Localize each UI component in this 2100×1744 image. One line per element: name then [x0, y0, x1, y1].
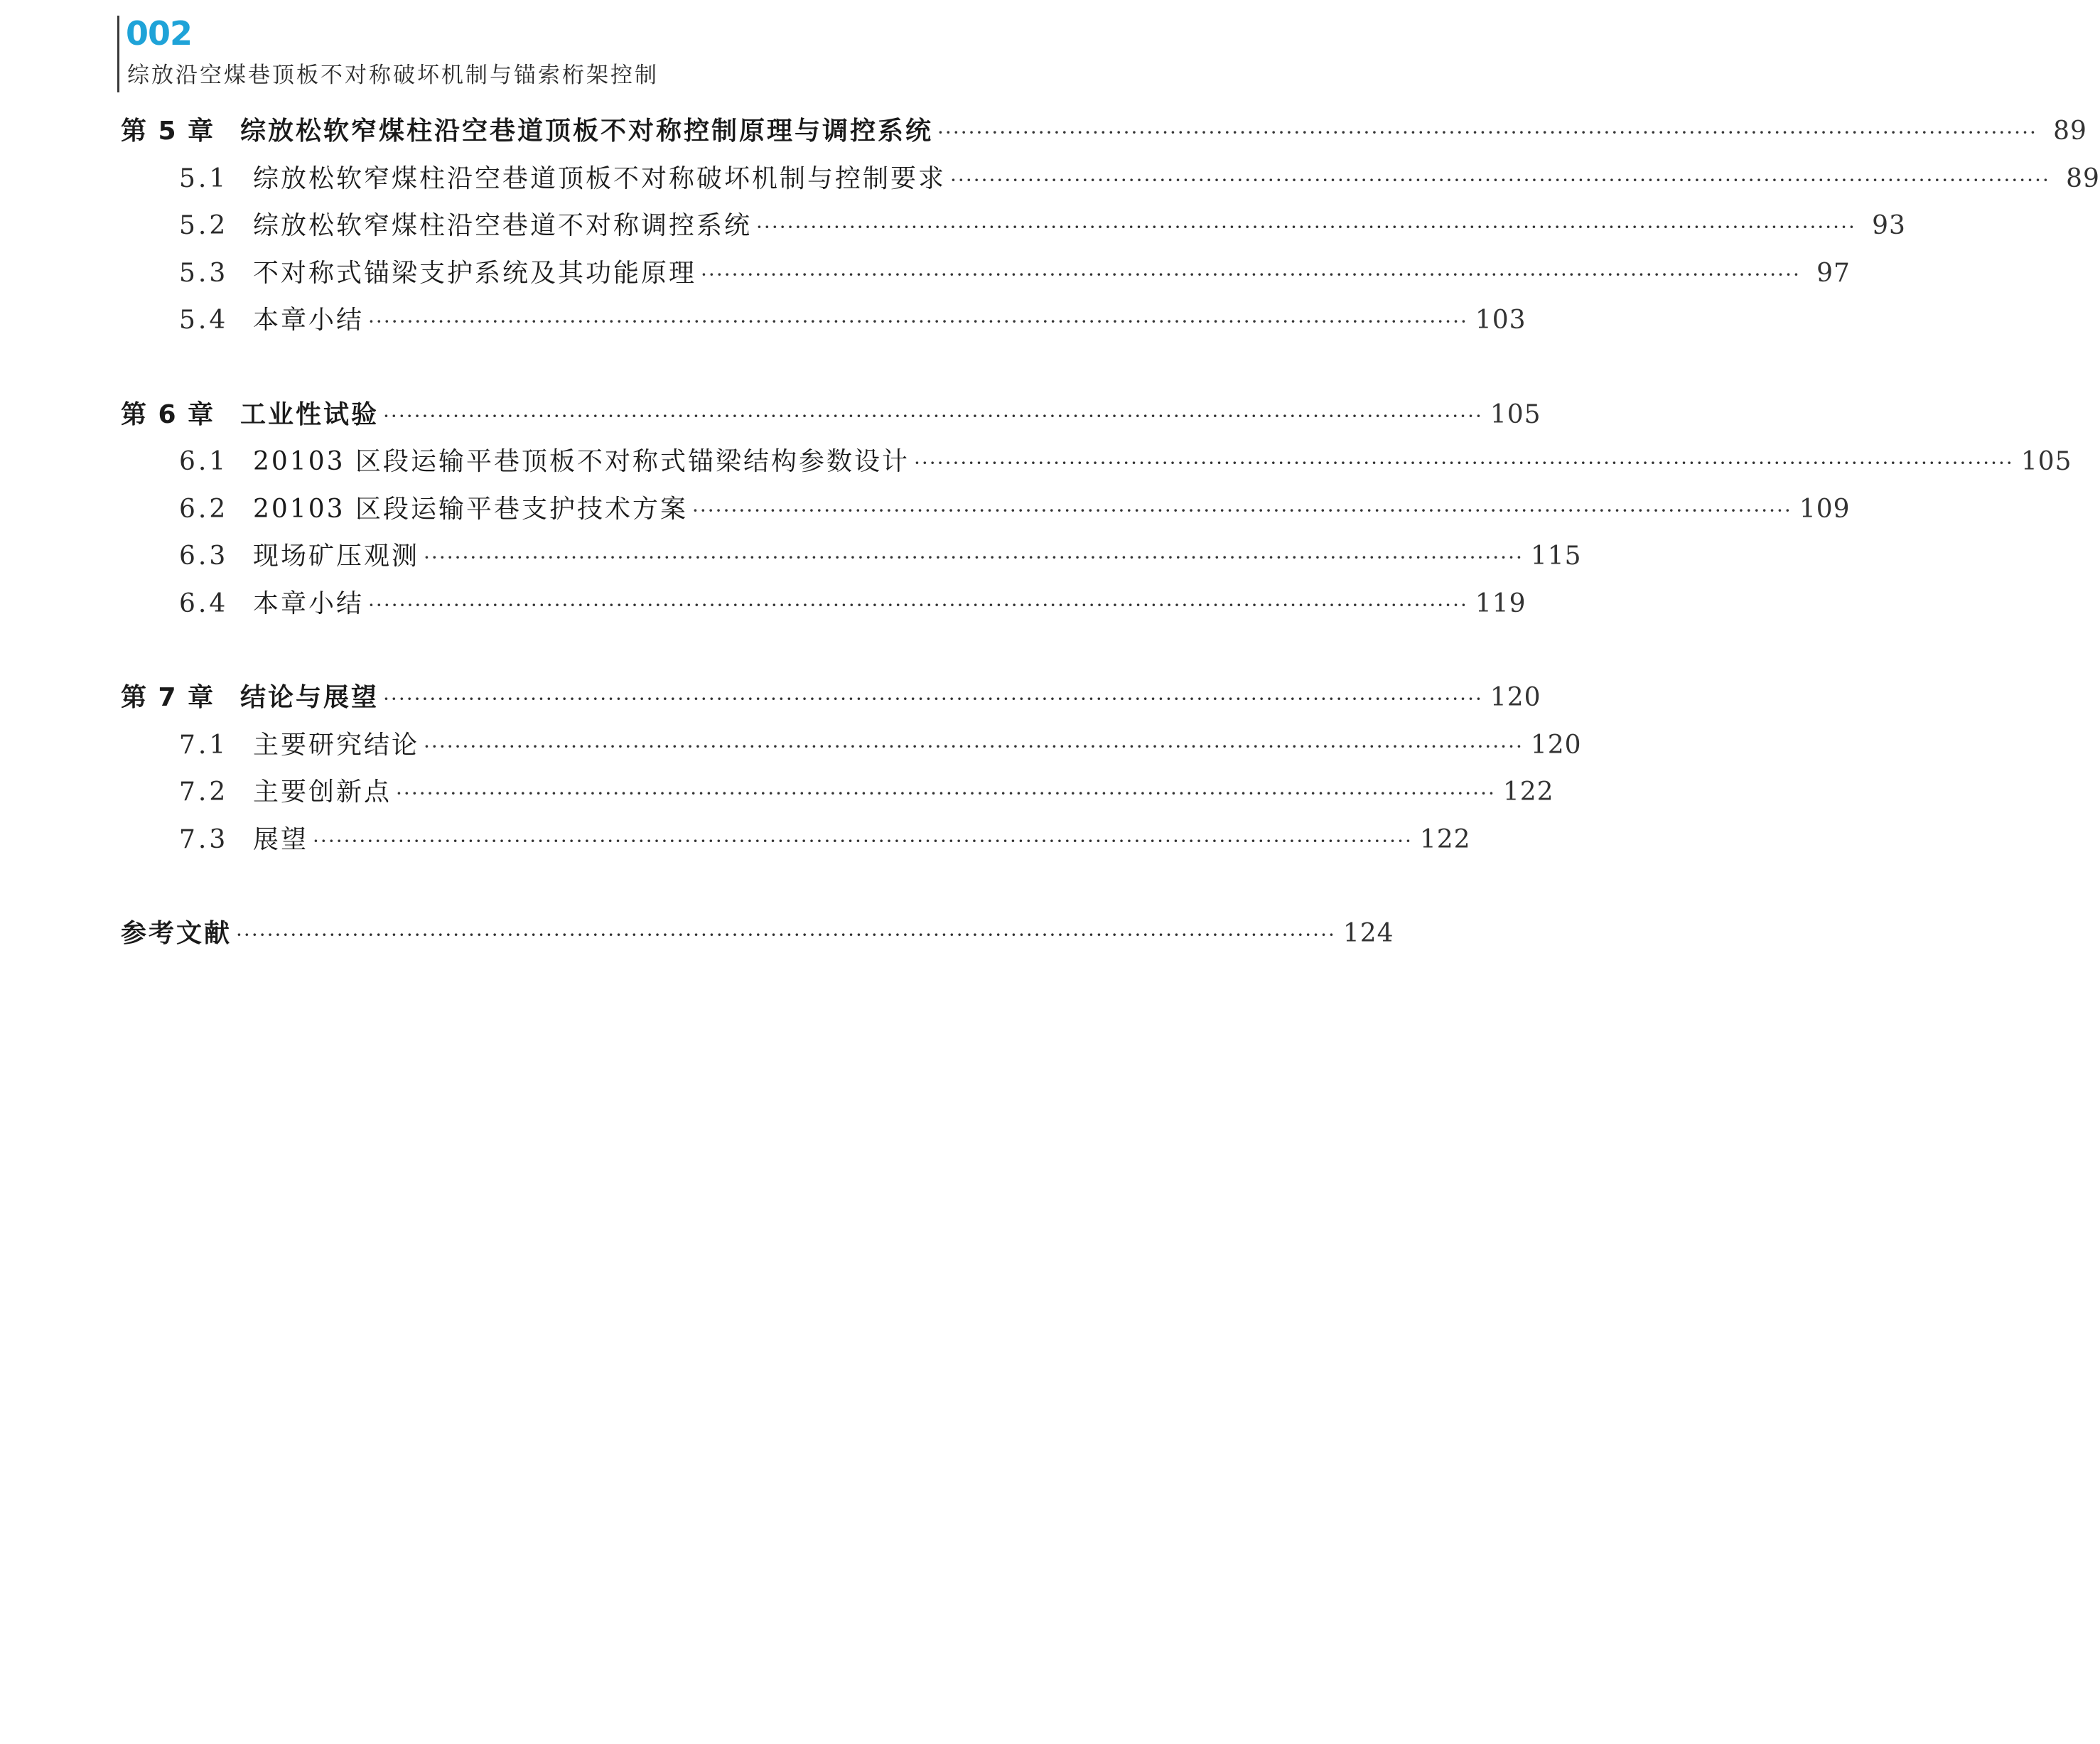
section-number: 5.1 [179, 163, 229, 193]
page-ref: 120 [1530, 730, 1582, 760]
section-title: 20103 区段运输平巷支护技术方案 [253, 494, 688, 524]
toc-section-entry[interactable] [121, 158, 2100, 206]
toc-group-references [121, 913, 1394, 961]
section-number: 6.4 [179, 588, 229, 618]
toc-section-entry[interactable] [121, 441, 2072, 489]
dot-leader [914, 451, 2014, 475]
section-number: 6.2 [179, 494, 229, 524]
section-title: 不对称式锚梁支护系统及其功能原理 [253, 258, 697, 288]
page-ref: 119 [1475, 588, 1526, 618]
dot-leader [368, 593, 1468, 617]
section-number: 7.1 [179, 730, 229, 760]
section-number: 7.2 [179, 777, 229, 807]
chapter-number: 第 6 章 [121, 399, 215, 429]
section-title: 本章小结 [253, 306, 365, 335]
page-ref: 103 [1475, 306, 1526, 335]
toc-chapter-entry[interactable] [121, 677, 1541, 725]
section-title: 主要研究结论 [253, 730, 420, 760]
section-number: 6.3 [179, 542, 229, 571]
page-ref: 97 [1816, 258, 1851, 288]
page-number: 002 [126, 14, 193, 53]
toc-references-entry[interactable] [121, 913, 1394, 961]
page-ref: 124 [1342, 919, 1394, 948]
section-title: 现场矿压观测 [253, 542, 420, 571]
header-rule [117, 16, 119, 92]
section-title: 20103 区段运输平巷顶板不对称式锚梁结构参数设计 [253, 447, 910, 476]
chapter-title: 结论与展望 [240, 683, 379, 712]
toc-group-chapter-6 [121, 394, 2072, 631]
section-title: 本章小结 [253, 588, 365, 618]
section-number: 5.2 [179, 211, 229, 240]
toc-section-entry[interactable] [121, 300, 1526, 348]
dot-leader [950, 168, 2050, 192]
page-ref: 120 [1490, 683, 1541, 712]
chapter-title: 工业性试验 [240, 399, 379, 429]
page-ref: 89 [2066, 163, 2100, 193]
dot-leader [368, 310, 1468, 333]
page-ref: 122 [1502, 777, 1554, 807]
running-header [117, 16, 1155, 94]
dot-leader [383, 687, 1483, 711]
toc-group-chapter-7 [121, 677, 1582, 866]
section-title: 展望 [253, 824, 309, 854]
chapter-number: 第 7 章 [121, 683, 215, 712]
page-ref: 122 [1419, 824, 1471, 854]
dot-leader [701, 263, 1801, 286]
toc-section-entry[interactable] [121, 725, 1582, 773]
toc-section-entry[interactable] [121, 205, 1906, 253]
section-title: 综放松软窄煤柱沿空巷道顶板不对称破坏机制与控制要求 [253, 163, 947, 193]
dot-leader [383, 404, 1483, 428]
dot-leader [756, 215, 1856, 239]
toc-section-entry[interactable] [121, 536, 1582, 583]
book-title: 综放沿空煤巷顶板不对称破坏机制与锚索桁架控制 [127, 63, 659, 88]
chapter-number: 第 5 章 [121, 117, 215, 146]
page-ref: 89 [2053, 117, 2087, 146]
references-title: 参考文献 [121, 919, 232, 948]
toc-group-chapter-5 [121, 111, 2100, 348]
dot-leader [424, 735, 1524, 758]
dot-leader [236, 923, 1336, 947]
toc-section-entry[interactable] [121, 489, 1851, 537]
section-number: 5.4 [179, 306, 229, 335]
toc-chapter-entry[interactable] [121, 394, 1541, 442]
dot-leader [424, 546, 1524, 569]
section-number: 6.1 [179, 447, 229, 476]
dot-leader [313, 829, 1413, 853]
chapter-title: 综放松软窄煤柱沿空巷道顶板不对称控制原理与调控系统 [240, 117, 934, 146]
page-ref: 115 [1530, 542, 1582, 571]
toc-section-entry[interactable] [121, 583, 1526, 631]
dot-leader [396, 782, 1496, 805]
section-title: 主要创新点 [253, 777, 392, 807]
section-title: 综放松软窄煤柱沿空巷道不对称调控系统 [253, 211, 753, 240]
section-number: 7.3 [179, 824, 229, 854]
toc-section-entry[interactable] [121, 772, 1554, 819]
dot-leader [692, 499, 1792, 522]
table-of-contents [121, 111, 2100, 1008]
toc-chapter-entry[interactable] [121, 111, 2087, 158]
page-ref: 105 [1490, 399, 1541, 429]
toc-section-entry[interactable] [121, 819, 1471, 867]
toc-section-entry[interactable] [121, 253, 1851, 301]
section-number: 5.3 [179, 258, 229, 288]
dot-leader [937, 121, 2037, 144]
page-ref: 109 [1799, 494, 1851, 524]
page-ref: 105 [2020, 447, 2072, 476]
page-ref: 93 [1872, 211, 1906, 240]
